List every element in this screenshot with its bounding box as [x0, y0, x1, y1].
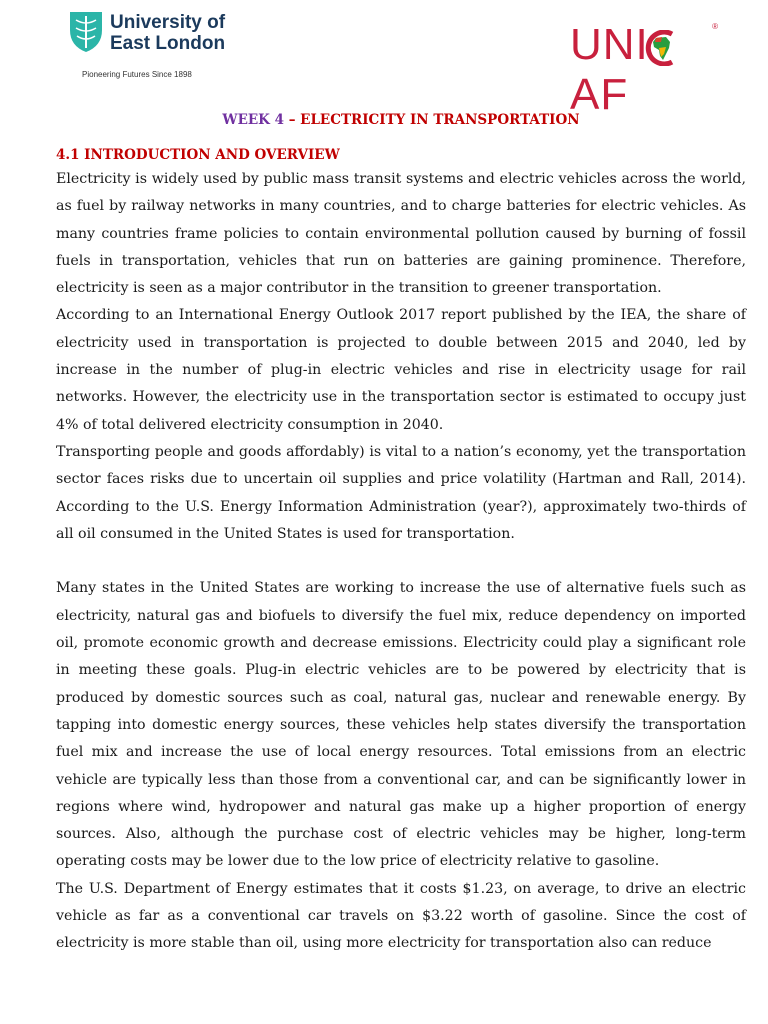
registered-mark: ® — [712, 22, 718, 31]
title-topic: – ELECTRICITY IN TRANSPORTATION — [284, 112, 580, 128]
unicaf-wordmark-left: UNI — [570, 20, 649, 69]
document-body — [56, 102, 746, 958]
page-header — [0, 0, 768, 119]
paragraph-doe-costs: The U.S. Department of Energy estimates that it costs $1.23, on average, to drive an electric vehicle as far as a conventional car travels on $3.22 worth of gasoline. Since the cost of electricity is more stable than oil, using more electricity for transportation also can reduce — [56, 880, 746, 952]
paragraph-iea-outlook: According to an International Energy Outlook 2017 report published by the IEA, the share of electricity used in transportation is projected to double between 2015 and 2040, led by increase in the number of plug-in electric vehicles and rise in electricity usage for rail networks. However, the electricity use in the transportation sector is estimated to occupy just 4% of total delivered electricity consumption in 2040. — [56, 307, 746, 433]
paragraph-oil-risk: Transporting people and goods affordably) is vital to a nation’s economy, yet the transportation sector faces risks due to uncertain oil supplies and price volatility (Hartman and Rall, 2014). According to the U.S. Energy Information Administration (year?), approximately two-thirds of all oil consumed in the United States is used for transportation. — [56, 443, 746, 542]
section-heading: 4.1 INTRODUCTION AND OVERVIEW — [56, 147, 340, 163]
uel-shield-icon — [68, 10, 104, 54]
africa-map-icon — [642, 30, 680, 66]
uel-wordmark: University of East London — [110, 12, 226, 54]
uel-logo — [66, 8, 236, 84]
paragraph-alternative-fuels: Many states in the United States are working to increase the use of alternative fuels such as electricity, natural gas and biofuels to diversify the fuel mix, reduce dependency on imported oil, promote economic growth and decrease emissions. Electricity could play a significant role in meeting these goals. Plug-in electric vehicles are to be powered by electricity that is produced by domestic sources such as coal, natural gas, nuclear and renewable energy. By tapping into domestic energy sources, these vehicles help states diversify the transportation fuel mix and increase the use of local energy resources. Total emissions from an electric vehicle are typically less than those from a conventional car, and can be significantly lower in regions where wind, hydropower and natural gas make up a higher proportion of energy sources. Also, although the purchase cost of electric vehicles may be higher, long-term operating costs may be lower due to the low price of electricity relative to gasoline. — [56, 580, 746, 870]
uel-tagline: Pioneering Futures Since 1898 — [82, 70, 192, 79]
paragraph-gap — [56, 548, 746, 575]
document-title — [56, 106, 746, 134]
unicaf-wordmark-right: AF — [570, 70, 629, 119]
title-week: WEEK 4 — [222, 112, 284, 128]
paragraph-intro: Electricity is widely used by public mass transit systems and electric vehicles across the world, as fuel by railway networks in many countries, and to charge batteries for electric vehicles. As many countries frame policies to contain environmental pollution caused by burning of fossil fuels in transportation, vehicles that run on batteries are gaining prominence. Therefore, electricity is seen as a major contributor in the transition to greener transportation. — [56, 171, 746, 297]
unicaf-logo — [570, 20, 730, 119]
